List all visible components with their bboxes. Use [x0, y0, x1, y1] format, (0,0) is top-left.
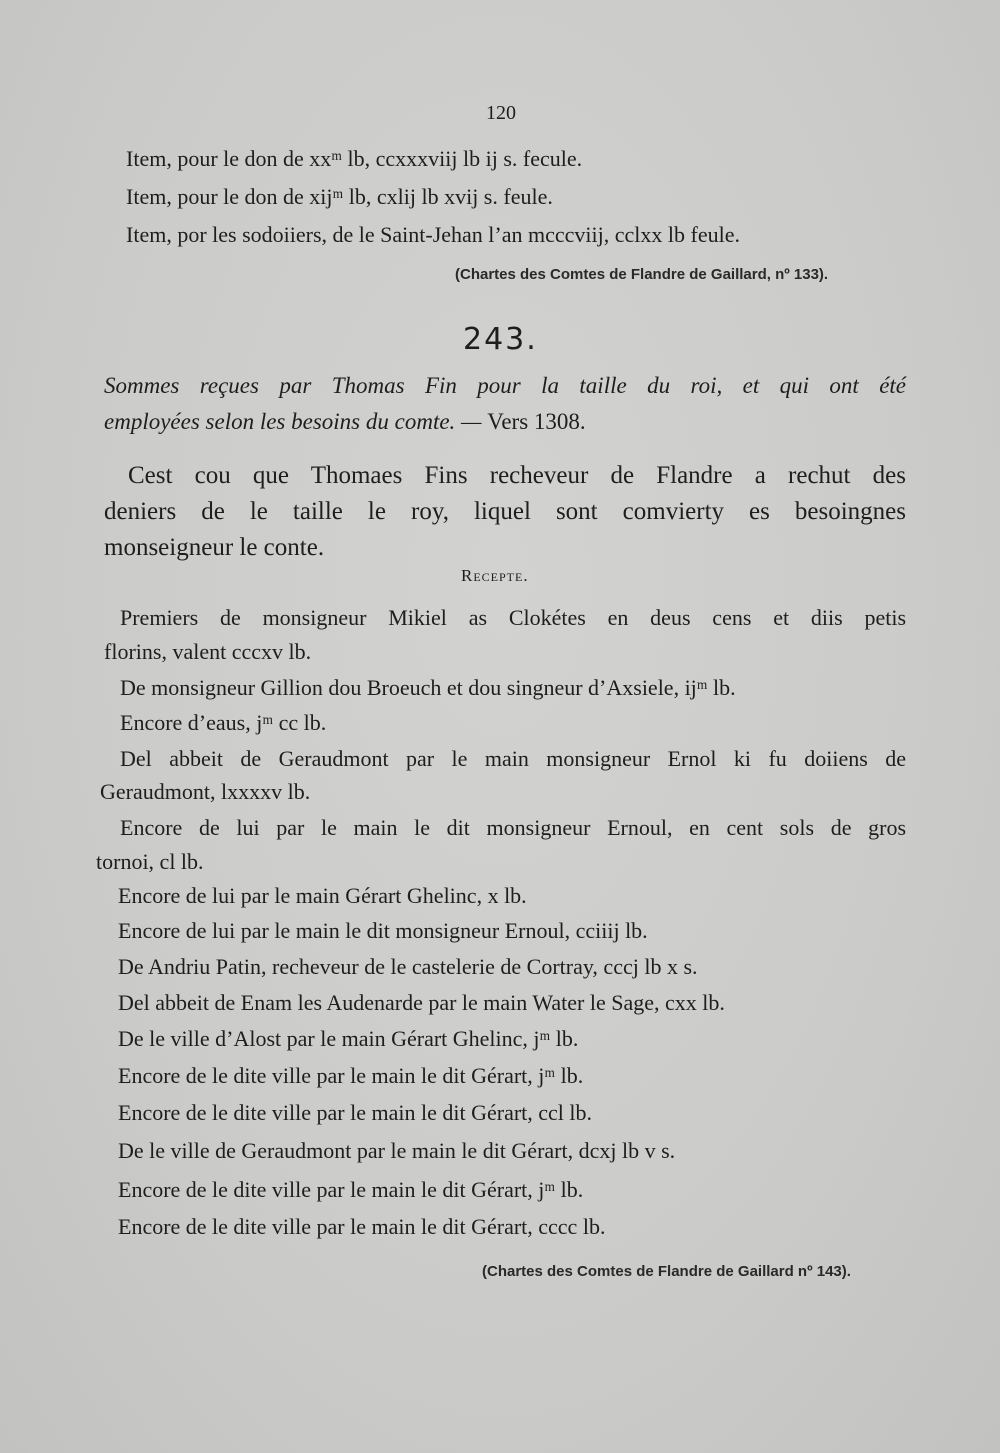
entry-line: Premiers de monsigneur Mikiel as Clokétes en deus cens et diis petis	[120, 605, 906, 630]
top-line: Item, pour le don de xijᵐ lb, cxlij lb xvij s. feule.	[126, 184, 553, 209]
entry-line: De le ville de Geraudmont par le main le dit Gérart, dcxj lb v s.	[118, 1138, 676, 1163]
intro-line: Cest cou que Thomaes Fins recheveur de Flandre a rechut des	[128, 462, 906, 489]
entry-line: Encore de le dite ville par le main le dit Gérart, ccl lb.	[118, 1100, 593, 1125]
entry-line: Encore de lui par le main le dit monsigneur Ernoul, en cent sols de gros	[120, 815, 906, 840]
entry-line: Del abbeit de Geraudmont par le main monsigneur Ernol ki fu doiiens de	[120, 746, 906, 771]
page-number: 120	[486, 102, 516, 124]
entry-line: De monsigneur Gillion dou Broeuch et dou singneur d’Axsiele, ijᵐ lb.	[120, 675, 736, 700]
section-heading: Recepte.	[461, 566, 529, 585]
entry-line: Encore de lui par le main Gérart Ghelinc, x lb.	[118, 883, 527, 908]
source-citation: (Chartes des Comtes de Flandre de Gaillard, nº 133).	[455, 266, 829, 283]
top-line: Item, pour le don de xxᵐ lb, ccxxxviij lb ij s. fecule.	[126, 146, 583, 171]
entry-line: Geraudmont, lxxxxv lb.	[100, 779, 311, 804]
entry-line: Encore de lui par le main le dit monsigneur Ernoul, cciiij lb.	[118, 918, 648, 943]
intro-line: monseigneur le conte.	[104, 534, 325, 561]
source-citation: (Chartes des Comtes de Flandre de Gaillard nº 143).	[482, 1263, 851, 1280]
entry-line: florins, valent cccxv lb.	[104, 639, 312, 664]
entry-line: Encore d’eaus, jᵐ cc lb.	[120, 710, 327, 735]
document-summary-continued	[104, 408, 586, 436]
summary-line: employées selon les besoins du comte. —	[104, 409, 482, 434]
document-summary	[104, 372, 906, 400]
document-number: 243.	[463, 322, 538, 357]
entry-line: Del abbeit de Enam les Audenarde par le main Water le Sage, cxx lb.	[118, 990, 725, 1015]
intro-line: deniers de le taille le roy, liquel sont comvierty es besoingnes	[104, 498, 906, 525]
entry-line: De Andriu Patin, recheveur de le castelerie de Cortray, cccj lb x s.	[118, 954, 698, 979]
summary-line: Sommes reçues par Thomas Fin pour la taille du roi, et qui ont été	[104, 373, 906, 398]
entry-line: Encore de le dite ville par le main le dit Gérart, jᵐ lb.	[118, 1177, 584, 1202]
entry-line: Encore de le dite ville par le main le dit Gérart, cccc lb.	[118, 1214, 606, 1239]
document-date: Vers 1308.	[487, 409, 586, 434]
entry-line: tornoi, cl lb.	[96, 849, 204, 874]
top-line: Item, por les sodoiiers, de le Saint-Jehan l’an mcccviij, cclxx lb feule.	[126, 222, 740, 247]
entry-line: Encore de le dite ville par le main le dit Gérart, jᵐ lb.	[118, 1063, 584, 1088]
entry-line: De le ville d’Alost par le main Gérart Ghelinc, jᵐ lb.	[118, 1026, 579, 1051]
